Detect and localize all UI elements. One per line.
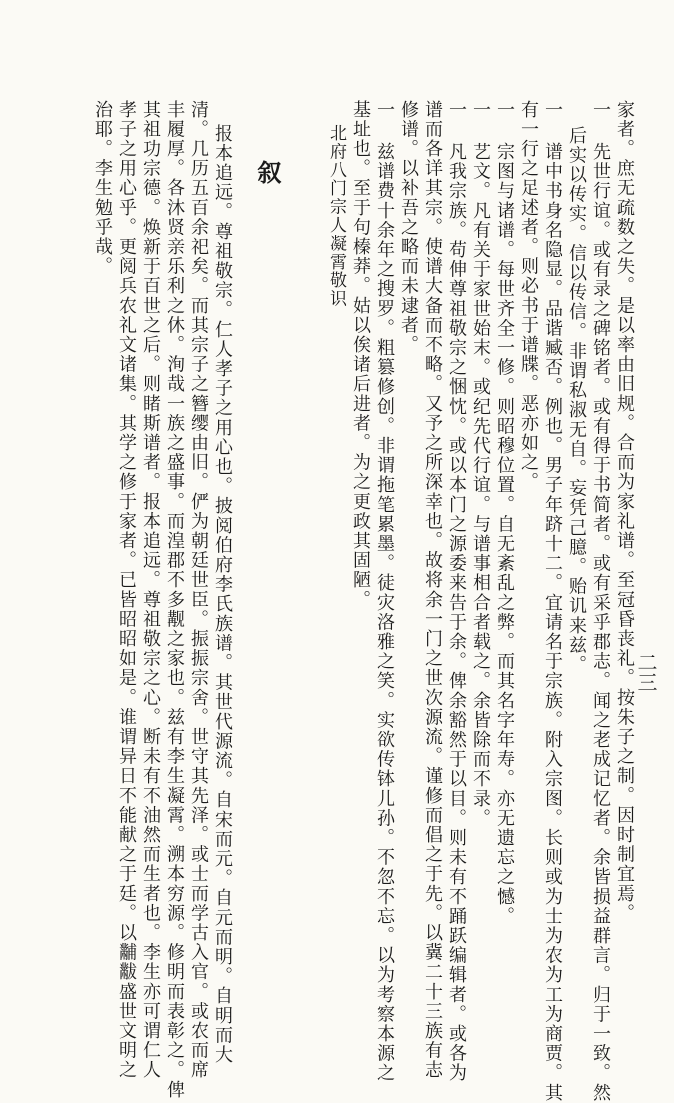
text-column: 修谱。以补吾之略而未逮者。 [398,100,419,355]
text-column: 一 宗图与诸谱。每世齐全一修。则昭穆位置。自无紊乱之弊。而其名字年寿。亦无遗忘之憾。 [494,100,515,927]
preface-line: 清。几历五百余祀矣。而其宗子之簪缨由旧。俨为朝廷世臣。振振宗舍。世守其先泽。或士而学古入官。或农而席 [188,100,209,1080]
text-column: 一 兹谱费十余年之搜罗。粗篡修创。非谓拖笔累墨。徒灾洛雅之笑。实欲传钵儿孙。不忽不忘。以为考察本源之 [374,100,395,1083]
page-number: 二三 [634,652,658,692]
text-column: 基址也。至于句榛莽。姑以俟诸后进者。为之更政其固陋。 [350,100,371,610]
preface-line: 报本追远。尊祖敬宗。仁人孝子之用心也。披阅伯府李氏族谱。其世代源流。自宋而元。自元而明。自明而大 [212,124,233,1065]
text-column: 一 谱中书身名隐显。品谐臧否。例也。男子年跻十二。宜请名于宗族。附入宗图。长则或为士为农为工为商贾。其 [542,100,563,1103]
text-column: 一 先世行谊。或有录之碑铭者。或有得于书简者。或有采乎郡志。闻之老成记忆者。余皆损益群言。归于一致。然 [590,100,611,1103]
text-column: 一 凡我宗族。苟伸尊祖敬宗之悃忱。或以本门之源委来告于余。俾余豁然于以目。则未有不踊跃编辑者。或各为 [446,100,467,1083]
preface-title: 叙 [253,160,282,184]
text-column: 后实以传实。信以传信。非谓私淑无自。妄凭己臆。贻讥来兹。 [566,126,587,675]
preface-line: 孝子之用心乎。更阅兵农礼文诸集。其学之修于家者。已皆昭昭如是。谁谓异日不能献之于廷。以黼黻盛世文明之 [116,100,137,1080]
signature: 北府八门宗人凝霄敬识 [326,124,346,308]
text-column: 家者。庶无疏数之失。是以率由旧规。合而为家礼谱。至冠昏丧礼。按朱子之制。因时制宜焉。 [614,100,635,924]
preface-line: 丰履厚。各沐贤亲乐利之休。洵哉一族之盛事。而湟郡不多觏之家也。兹有李生凝霄。溯本穷源。修明而表彰之。俾 [164,100,185,1100]
text-column: 一 艺文。凡有关于家世始末。或纪先代行谊。与谱事相合者载之。余皆除而不录。 [470,100,491,829]
text-column: 有一行之足述者。则必书于谱牒。恶亦如之。 [518,100,539,492]
preface-line: 其祖功宗德。焕新于百世之后。则睹斯谱者。报本追远。尊祖敬宗之心。断未有不油然而生者也。李生亦可谓仁人 [140,100,161,1080]
preface-line: 治耶。李生勉乎哉。 [92,100,113,277]
text-column: 谱而各详其宗。使谱大备而不略。又予之所深幸也。故将余一门之世次源流。谨修而倡之于先。以冀二十三族有志 [422,100,443,1080]
